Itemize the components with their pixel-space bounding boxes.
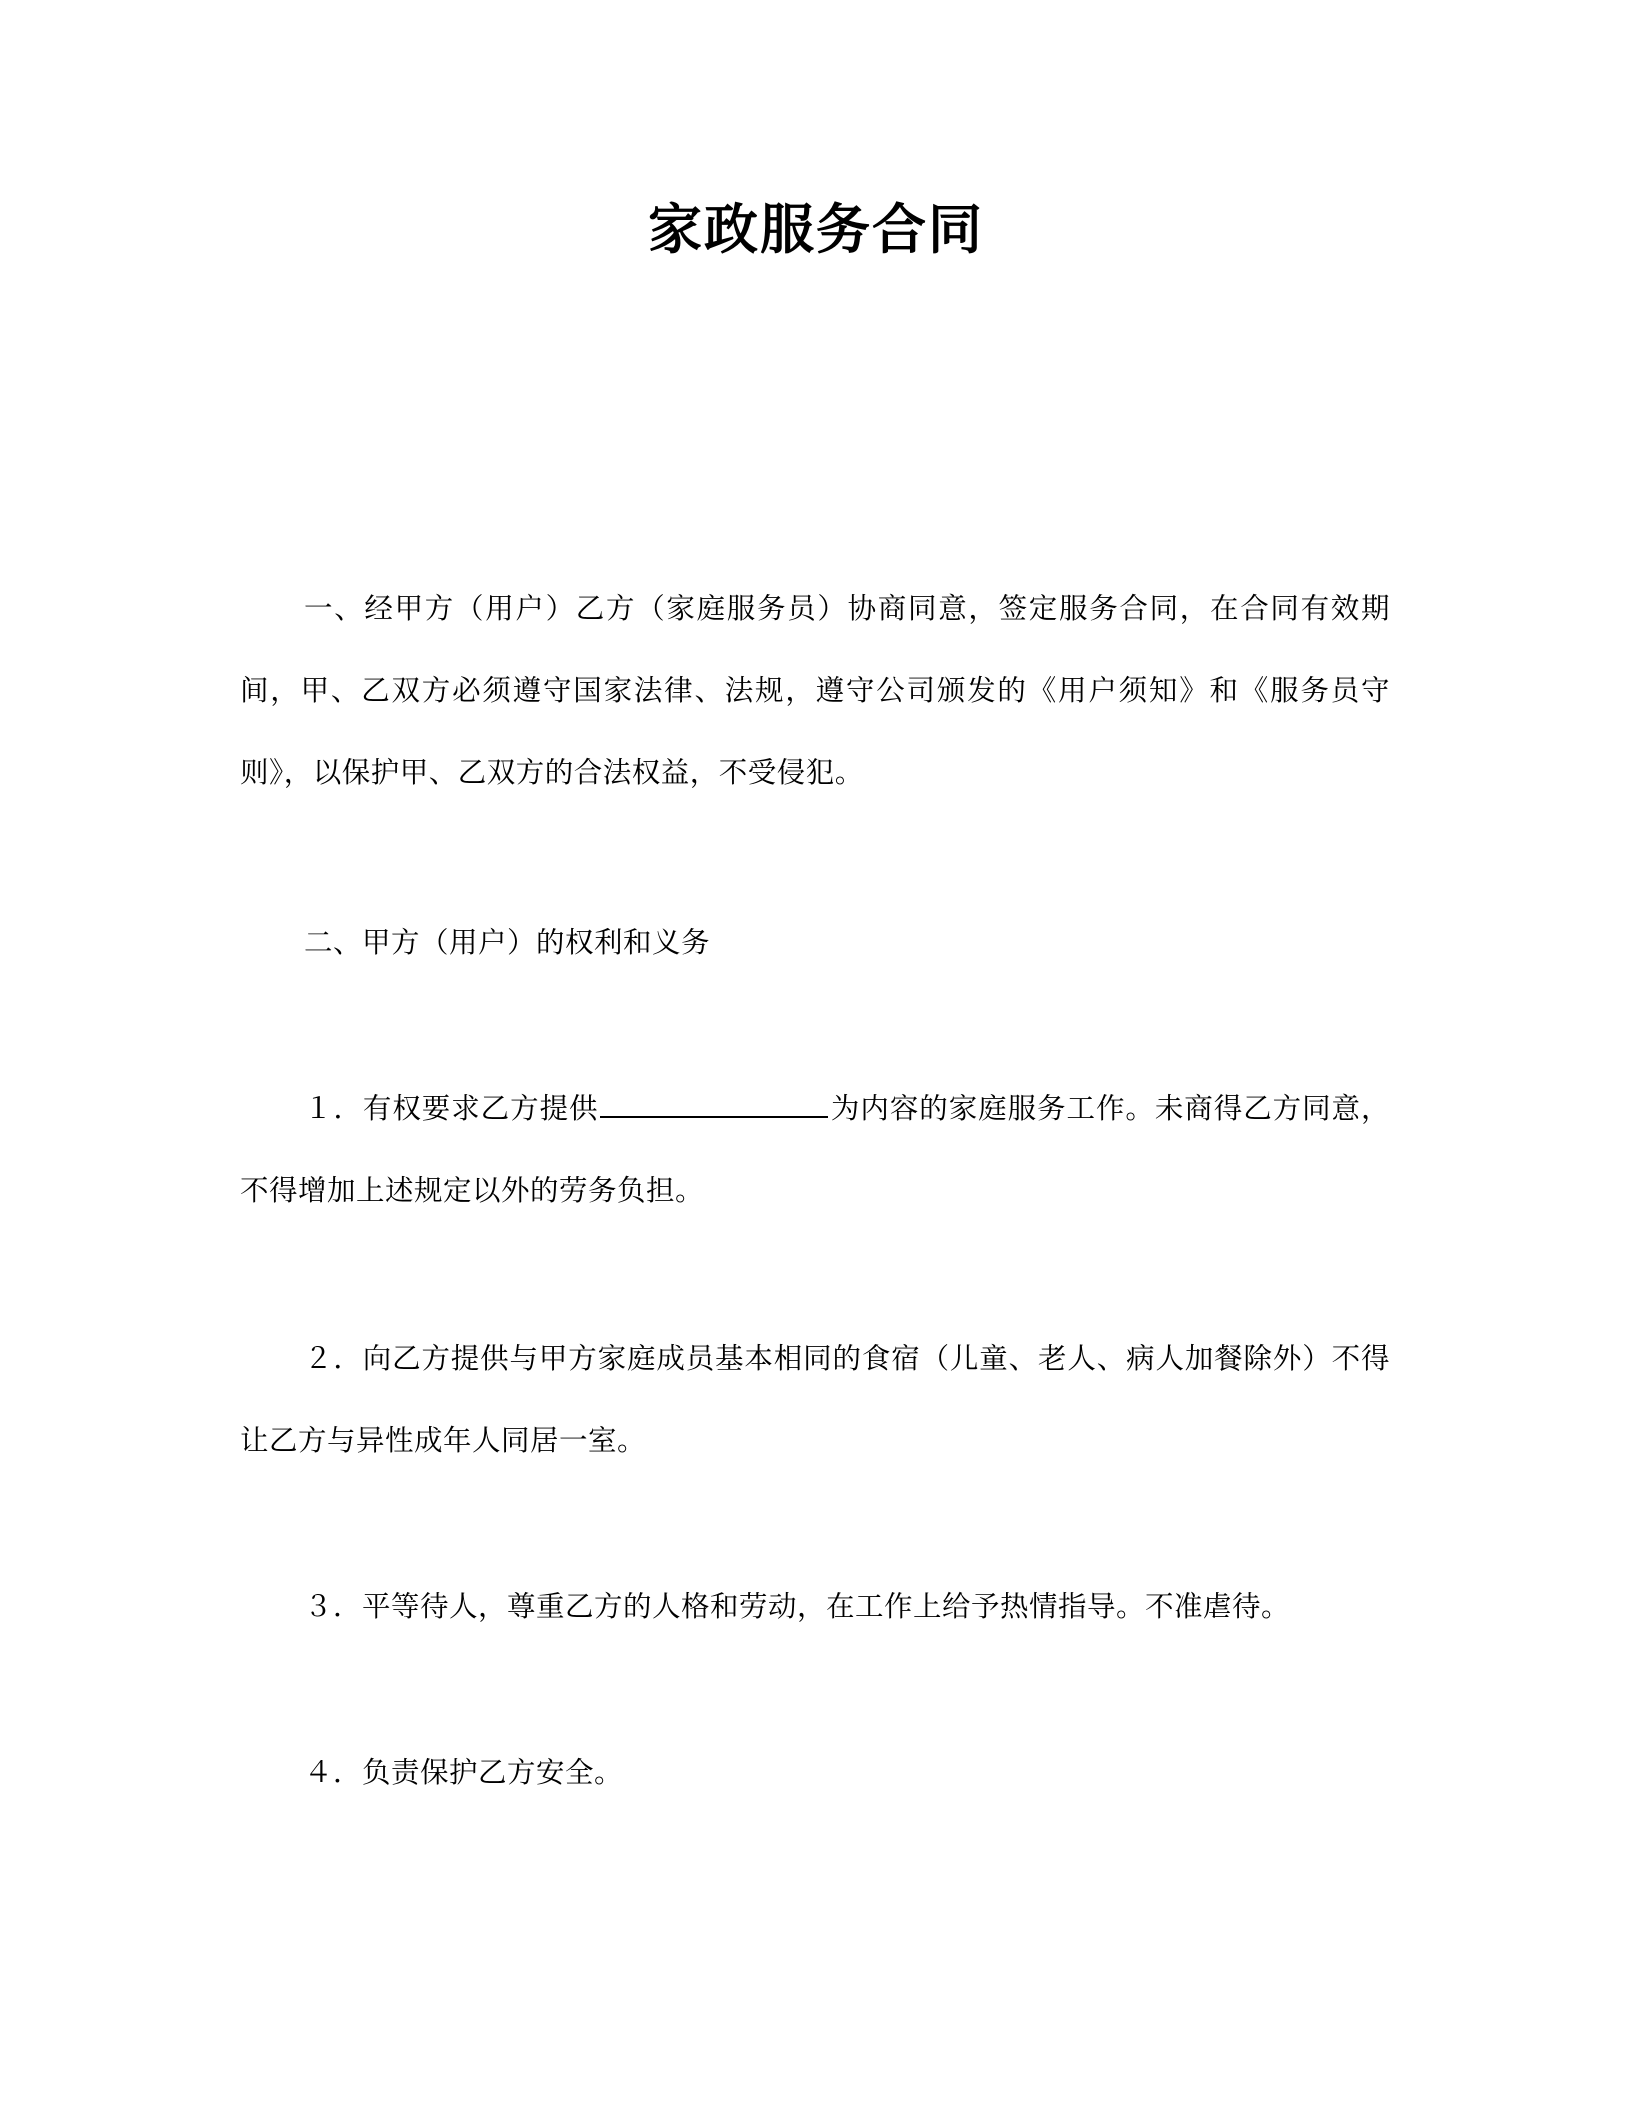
- section-2-heading: 二、甲方（用户）的权利和义务: [304, 926, 711, 959]
- item-1-prefix: １．有权要求乙方提供: [304, 1092, 599, 1125]
- section-1-paragraph: 一、经甲方（用户）乙方（家庭服务员）协商同意，签定服务合同，在合同有效期间，甲、乙双方必须遵守国家法律、法规，遵守公司颁发的《用户须知》和《服务员守则》，以保护甲、乙双方的合法权益，不受侵犯。: [240, 592, 1390, 789]
- item-4-paragraph: ４．负责保护乙方安全。: [304, 1756, 624, 1789]
- item-1-paragraph: [240, 1068, 1390, 1232]
- item-3-paragraph: ３．平等待人，尊重乙方的人格和劳动，在工作上给予热情指导。不准虐待。: [304, 1590, 1291, 1623]
- item-1-suffix: 为内容的家庭服务工作。未商得乙方同意，不得增加上述规定以外的劳务负担。: [240, 1092, 1390, 1207]
- service-content-blank[interactable]: [600, 1086, 828, 1118]
- document-title: 家政服务合同: [648, 198, 984, 261]
- item-2-paragraph: ２．向乙方提供与甲方家庭成员基本相同的食宿（儿童、老人、病人加餐除外）不得让乙方与异性成年人同居一室。: [240, 1342, 1390, 1457]
